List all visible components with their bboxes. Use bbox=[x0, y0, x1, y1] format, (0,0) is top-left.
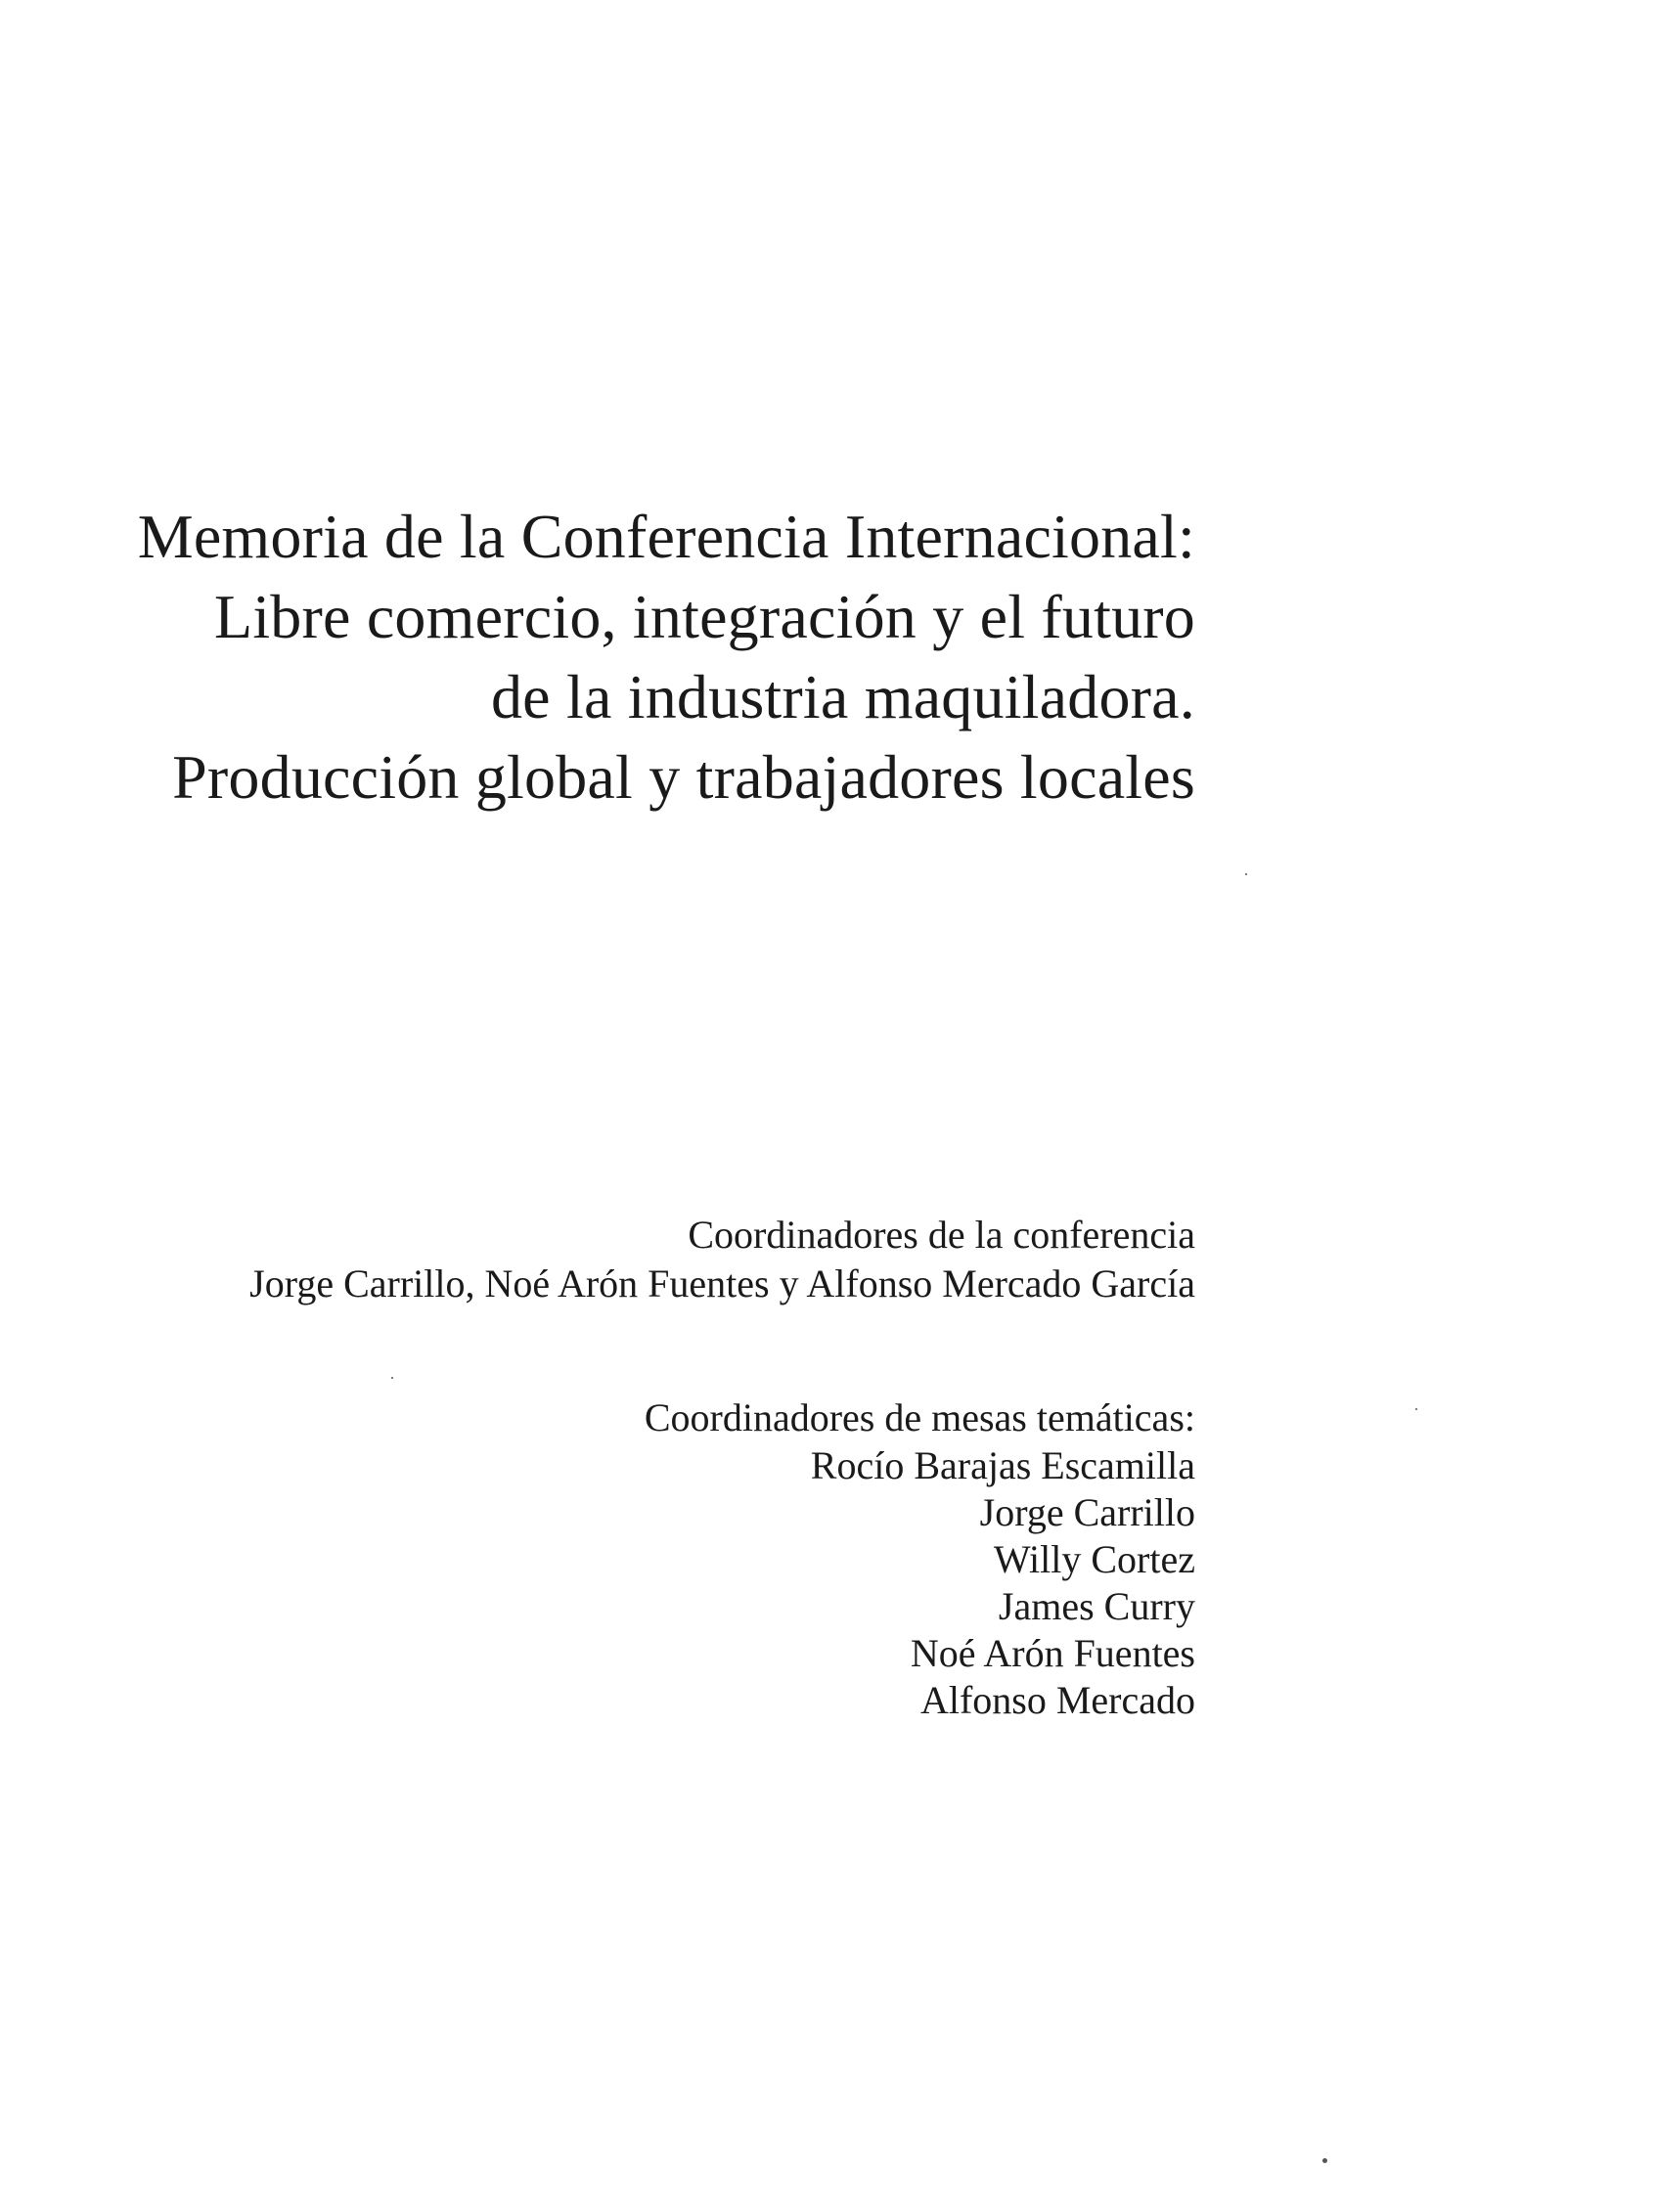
list-item: Rocío Barajas Escamilla bbox=[810, 1443, 1195, 1487]
list-item: James Curry bbox=[998, 1584, 1195, 1628]
conference-coordinators-heading: Coordinadores de la conferencia bbox=[688, 1213, 1195, 1257]
book-title bbox=[70, 497, 1195, 818]
title-line-3: de la industria maquiladora. bbox=[490, 662, 1195, 731]
list-item: Jorge Carrillo bbox=[979, 1490, 1195, 1534]
scan-speck bbox=[1245, 873, 1247, 875]
conference-coordinators-names: Jorge Carrillo, Noé Arón Fuentes y Alfonso Mercado García bbox=[249, 1261, 1195, 1305]
scan-speck bbox=[1322, 2158, 1327, 2163]
list-item: Alfonso Mercado bbox=[919, 1678, 1195, 1722]
conference-coordinators bbox=[70, 1211, 1195, 1308]
thematic-coordinators-heading: Coordinadores de mesas temáticas: bbox=[644, 1395, 1195, 1439]
thematic-coordinators bbox=[70, 1394, 1195, 1724]
scan-speck bbox=[1415, 1408, 1417, 1410]
thematic-coordinators-list bbox=[70, 1442, 1195, 1724]
scan-speck bbox=[391, 1377, 393, 1379]
list-item: Noé Arón Fuentes bbox=[910, 1631, 1195, 1675]
list-item: Willy Cortez bbox=[993, 1537, 1195, 1581]
title-line-2: Libre comercio, integración y el futuro bbox=[214, 582, 1195, 651]
title-line-4: Producción global y trabajadores locales bbox=[172, 742, 1195, 812]
title-line-1: Memoria de la Conferencia Internacional: bbox=[137, 502, 1195, 571]
